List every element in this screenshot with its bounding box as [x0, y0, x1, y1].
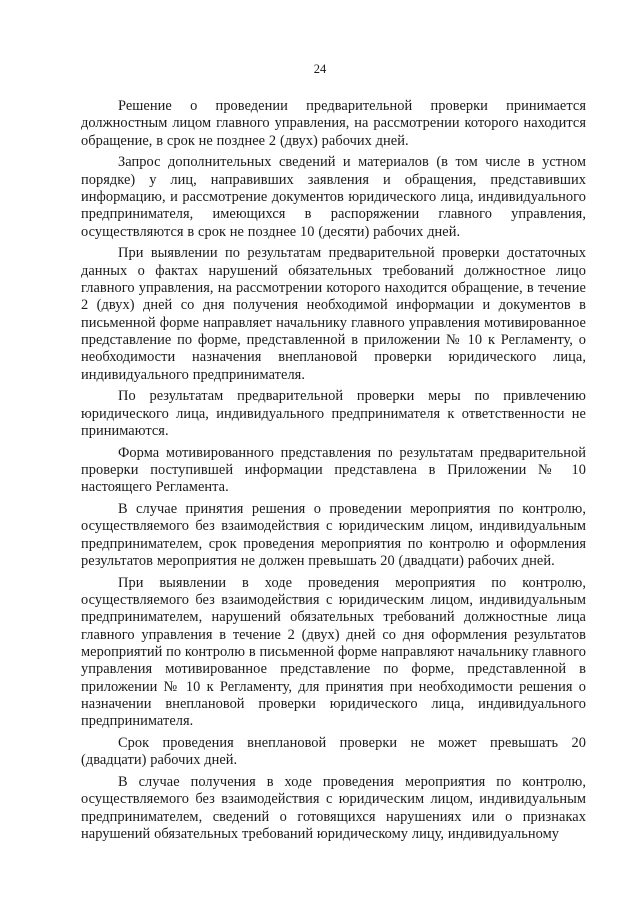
paragraph-control-measure-deadline: В случае принятия решения о проведении мероприятия по контролю, осуществляемого без взаимодействия с юридическим лицом, индивидуальным предпринимателем, срок проведения мероприятия по контролю и оформления результатов мероприятия не должен превышать 20 (двадцати) рабочих дней.: [81, 501, 586, 570]
page-number: 24: [313, 62, 327, 76]
paragraph-decision-deadline: Решение о проведении предварительной проверки принимается должностным лицом главного управления, на рассмотрении которого находится обращение, в срок не позднее 2 (двух) рабочих дней.: [81, 98, 586, 149]
paragraph-impending-violations: В случае получения в ходе проведения мероприятия по контролю, осуществляемого без взаимодействия с юридическим лицом, индивидуальным предпринимателем, сведений о готовящихся нарушениях или о признаках нарушений обязательных требований юридическому лицу, индивидуальному: [81, 774, 586, 843]
paragraph-additional-info-request: Запрос дополнительных сведений и материалов (в том числе в устном порядке) у лиц, направивших заявления и обращения, представивших информацию, и рассмотрение документов юридического лица, индивидуального предпринимателя, имеющихся в распоряжении главного управления, осуществляются в срок не позднее 10 (десяти) рабочих дней.: [81, 154, 586, 240]
paragraph-unscheduled-inspection-term: Срок проведения внеплановой проверки не может превышать 20 (двадцати) рабочих дней.: [81, 735, 586, 769]
document-body: [81, 98, 586, 848]
paragraph-violation-detection: При выявлении по результатам предварительной проверки достаточных данных о фактах нарушений обязательных требований должностное лицо главного управления, на рассмотрении которого находится обращение, в течение 2 (двух) дней со дня получения необходимой информации и документов в письменной форме направляет начальнику главного управления мотивированное представление по форме, представленной в приложении № 10 к Регламенту, о необходимости назначения внеплановой проверки юридического лица, индивидуального предпринимателя.: [81, 245, 586, 383]
paragraph-no-liability-measures: По результатам предварительной проверки меры по привлечению юридического лица, индивидуального предпринимателя к ответственности не принимаются.: [81, 388, 586, 440]
paragraph-control-measure-violations: При выявлении в ходе проведения мероприятия по контролю, осуществляемого без взаимодействия с юридическим лицом, индивидуальным предпринимателем, нарушений обязательных требований должностные лица главного управления в течение 2 (двух) дней со дня оформления результатов мероприятий по контролю в письменной форме направляют начальнику главного управления мотивированное представление по форме, представленной в приложении № 10 к Регламенту, для принятия при необходимости решения о назначении внеплановой проверки юридического лица, индивидуального предпринимателя.: [81, 574, 587, 730]
paragraph-representation-form: Форма мотивированного представления по результатам предварительной проверки поступившей информации представлена в Приложении № 10 настоящего Регламента.: [81, 444, 586, 496]
